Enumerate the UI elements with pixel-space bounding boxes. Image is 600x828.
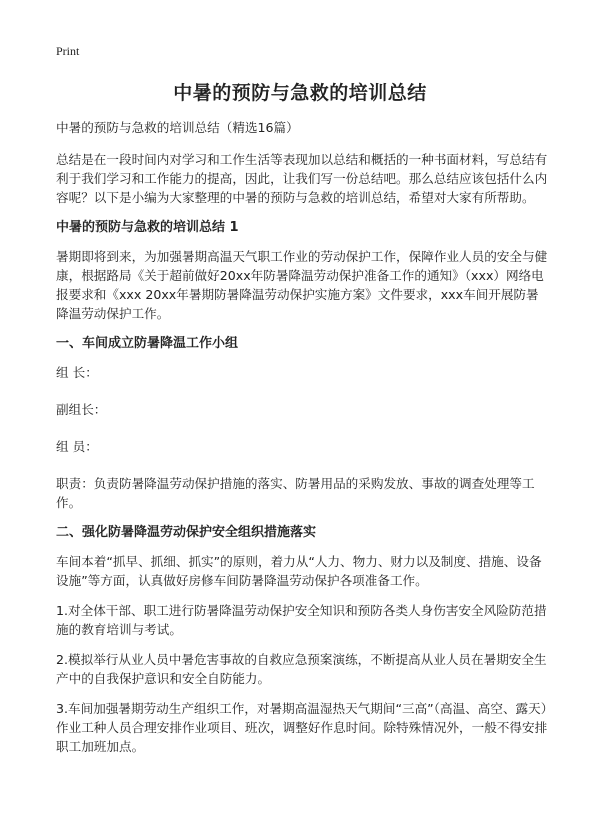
list-item-2: 2.模拟举行从业人员中暑危害事故的自救应急预案演练，不断提高从业人员在暑期安全生产中的自我保护意识和安全自防能力。	[56, 652, 547, 686]
intro-paragraph: 总结是在一段时间内对学习和工作生活等表现加以总结和概括的一种书面材料，写总结有利于我们学习和工作能力的提高，因此，让我们写一份总结吧。那么总结应该包括什么内容呢？以下是小编为大家整理的中暑的预防与急救的培训总结，希望对大家有所帮助。	[56, 152, 548, 205]
article-subtitle: 中暑的预防与急救的培训总结（精选16篇）	[56, 120, 299, 135]
list-item-3: 3.车间加强暑期劳动生产组织工作，对暑期高温湿热天气期间“三高”（高温、高空、露天）作业工种人员合理安排作业项目、班次，调整好作息时间。除特殊情况外，一般不得安排职工加班加点。	[56, 701, 548, 754]
section-1-paragraph: 暑期即将到来，为加强暑期高温天气职工作业的劳动保护工作，保障作业人员的安全与健康，根据路局《关于超前做好20xx年防暑降温劳动保护准备工作的通知》（xxx）网络电报要求和《xxx 20xx年暑期防暑降温劳动保护实施方案》文件要求，xxx车间开展防暑降温劳动保护工作。	[56, 249, 548, 321]
leader-field: 组 长：	[56, 365, 98, 380]
page-title: 中暑的预防与急救的培训总结	[173, 82, 427, 104]
member-field: 组 员：	[56, 439, 98, 454]
duty-paragraph: 职责：负责防暑降温劳动保护措施的落实、防暑用品的采购发放、事故的调查处理等工作。	[56, 476, 535, 510]
heading-work-group: 一、车间成立防暑降温工作小组	[56, 336, 239, 351]
principle-paragraph: 车间本着“抓早、抓细、抓实”的原则，着力从“人力、物力、财力以及制度、措施、设备设施”等方面，认真做好房修车间防暑降温劳动保护各项准备工作。	[56, 554, 542, 588]
print-link[interactable]: Print	[56, 44, 80, 58]
deputy-leader-field: 副组长：	[56, 402, 107, 417]
article-body	[56, 118, 548, 767]
list-item-1: 1.对全体干部、职工进行防暑降温劳动保护安全知识和预防各类人身伤害安全风险防范措施的教育培训与考试。	[56, 603, 547, 637]
section-1-title: 中暑的预防与急救的培训总结 1	[56, 220, 239, 235]
heading-safety-measures: 二、强化防暑降温劳动保护安全组织措施落实	[56, 525, 317, 540]
